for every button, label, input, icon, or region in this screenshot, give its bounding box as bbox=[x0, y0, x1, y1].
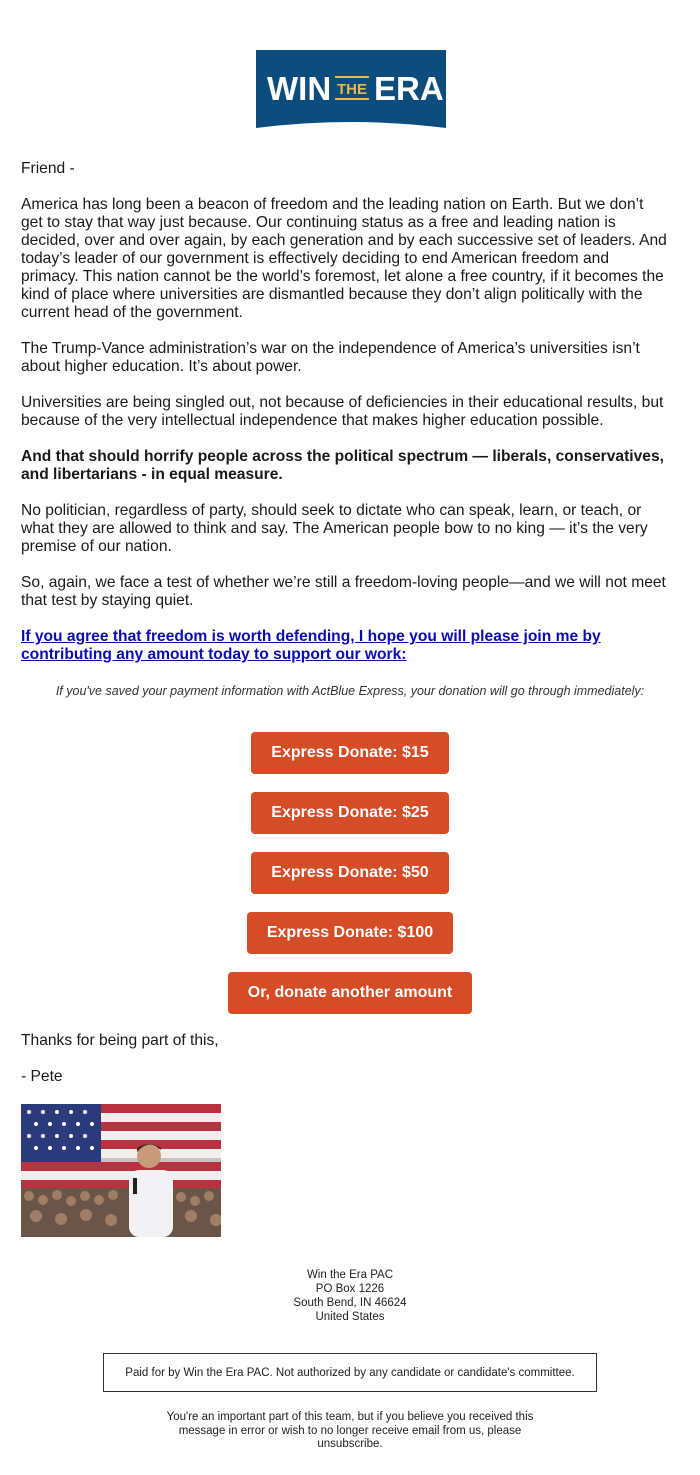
unsubscribe-message: You're an important part of this team, but if you believe you received this message in error or wish to no longer receive email from us, please bbox=[166, 1411, 534, 1437]
closing-line: Thanks for being part of this, bbox=[21, 1032, 219, 1049]
cta-paragraph bbox=[21, 628, 669, 664]
greeting: Friend - bbox=[21, 160, 75, 177]
cta-link[interactable]: If you agree that freedom is worth defending, I hope you will please join me by contributing any amount today to support our work: bbox=[21, 628, 601, 663]
signature: - Pete bbox=[21, 1068, 63, 1085]
logo-word-era: ERA bbox=[374, 70, 444, 107]
logo-word-win: WIN bbox=[267, 70, 332, 107]
footer-address bbox=[0, 1268, 700, 1324]
email-body bbox=[21, 160, 669, 682]
win-the-era-logo[interactable] bbox=[256, 50, 446, 128]
pete-photo bbox=[21, 1104, 221, 1237]
paragraph-bold: And that should horrify people across the political spectrum — liberals, conservatives, and libertarians - in equal measure. bbox=[21, 448, 664, 483]
donate-100-button[interactable]: Express Donate: $100 bbox=[247, 912, 453, 954]
paragraph-1: America has long been a beacon of freedom and the leading nation on Earth. But we don’t get to stay that way just because. Our continuing status as a free and leading nation is decided, over and over again, by each generation and by each successive set of leaders. And today’s leader of our government is effectively deciding to end American freedom and primacy. This nation cannot be the world’s foremost, let alone a free country, if it becomes the kind of place where universities are dismantled because they don’t align politically with the current head of the government. bbox=[21, 196, 667, 321]
donate-50-button[interactable]: Express Donate: $50 bbox=[251, 852, 449, 894]
footer-country: United States bbox=[315, 1311, 385, 1323]
paid-for-disclaimer: Paid for by Win the Era PAC. Not authorized by any candidate or candidate's committee. bbox=[103, 1353, 597, 1392]
footer-org: Win the Era PAC bbox=[306, 1269, 394, 1281]
footer-po-box: PO Box 1226 bbox=[315, 1283, 385, 1295]
paragraph-5: No politician, regardless of party, should seek to dictate who can speak, learn, or teach, or what they are allowed to think and say. The American people bow to no king — it’s the very premise of our nation. bbox=[21, 502, 648, 555]
unsubscribe-text bbox=[150, 1411, 550, 1452]
footer-city: South Bend, IN 46624 bbox=[293, 1297, 407, 1309]
donate-25-button[interactable]: Express Donate: $25 bbox=[251, 792, 449, 834]
unsubscribe-link[interactable]: unsubscribe. bbox=[317, 1438, 383, 1450]
express-note: If you've saved your payment information with ActBlue Express, your donation will go through immediately: bbox=[55, 684, 645, 698]
logo-badge bbox=[256, 50, 446, 128]
paragraph-6: So, again, we face a test of whether we’re still a freedom-loving people—and we will not meet that test by staying quiet. bbox=[21, 574, 666, 609]
donate-15-button[interactable]: Express Donate: $15 bbox=[251, 732, 449, 774]
paragraph-3: Universities are being singled out, not because of deficiencies in their educational results, but because of the very intellectual independence that makes higher education possible. bbox=[21, 394, 664, 429]
logo-word-the: THE bbox=[337, 81, 367, 98]
donate-other-button[interactable]: Or, donate another amount bbox=[228, 972, 472, 1014]
paragraph-2: The Trump-Vance administration’s war on the independence of America’s universities isn’t about higher education. It’s about power. bbox=[21, 340, 640, 375]
